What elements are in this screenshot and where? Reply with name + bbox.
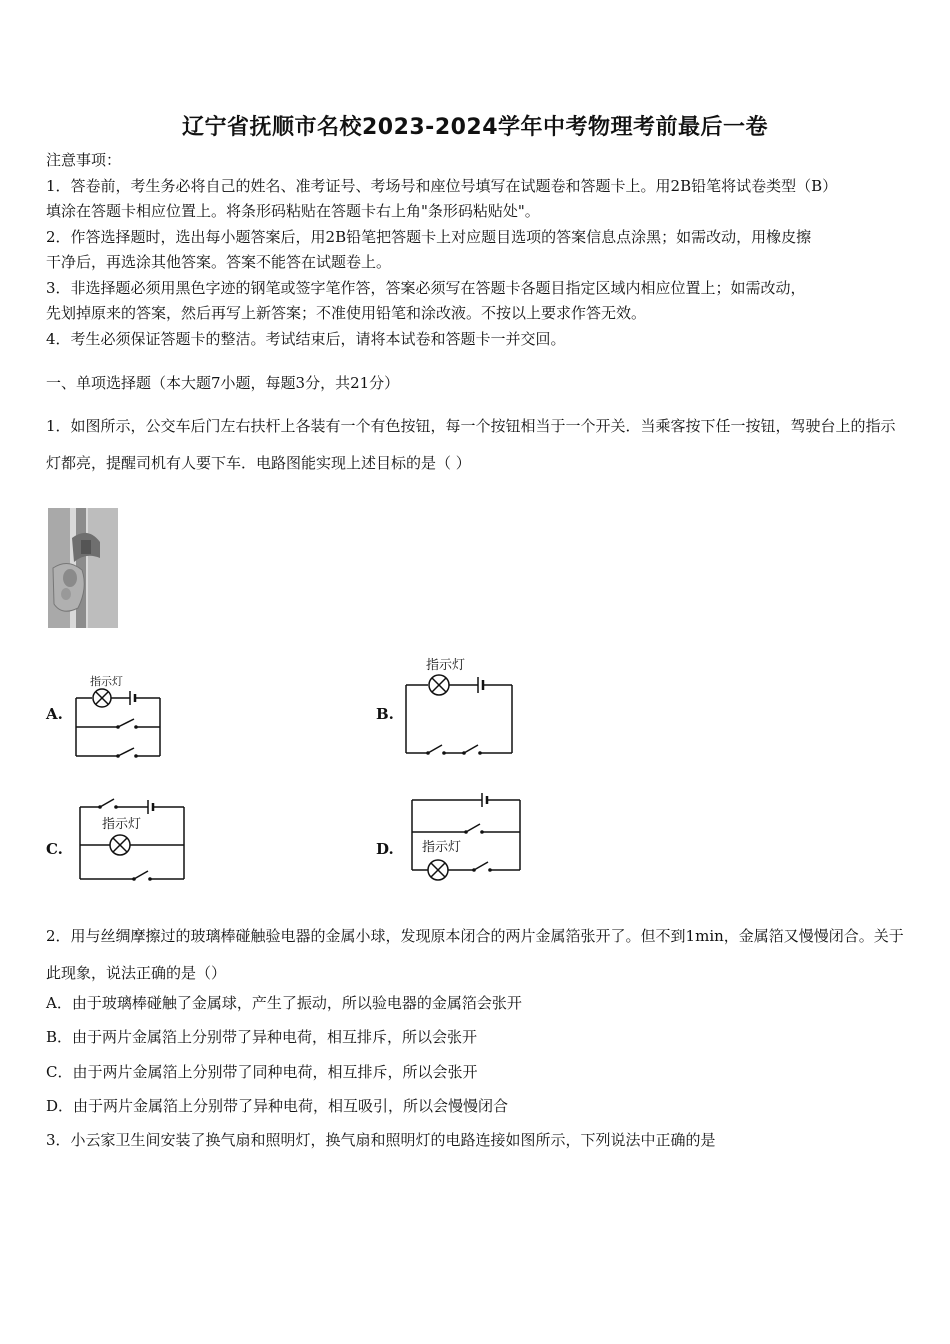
option-a-label: A.	[46, 705, 63, 723]
question-2-options	[46, 986, 522, 1123]
q2-option-d: D．由于两片金属箔上分别带了异种电荷，相互吸引，所以会慢慢闭合	[46, 1096, 509, 1115]
notes	[46, 148, 906, 352]
option-d-label: D.	[376, 840, 394, 858]
notes-line: 1．答卷前，考生务必将自己的姓名、准考证号、考场号和座位号填写在试题卷和答题卡上。用2B铅笔将试卷类型（B）	[46, 176, 838, 195]
notes-line: 填涂在答题卡相应位置上。将条形码粘贴在答题卡右上角"条形码粘贴处"。	[46, 202, 540, 220]
q2-option-c: C．由于两片金属箔上分别带了同种电荷，相互排斥，所以会张开	[46, 1062, 478, 1081]
option-c-label: C.	[46, 840, 63, 858]
lamp-label: 指示灯	[90, 675, 123, 688]
circuit-b	[398, 655, 518, 760]
lamp-label: 指示灯	[102, 817, 142, 832]
circuit-a	[70, 672, 170, 762]
notes-line: 4．考生必须保证答题卡的整洁。考试结束后，请将本试卷和答题卡一并交回。	[46, 329, 566, 348]
question-3-text: 3．小云家卫生间安装了换气扇和照明灯，换气扇和照明灯的电路连接如图所示，下列说法中正确的是	[46, 1131, 716, 1149]
q2-option-a: A．由于玻璃棒碰触了金属球，产生了振动，所以验电器的金属箔会张开	[46, 994, 522, 1012]
notes-heading: 注意事项：	[46, 151, 122, 169]
option-b-label: B.	[376, 705, 394, 723]
notes-line: 2．作答选择题时，选出每小题答案后，用2B铅笔把答题卡上对应题目选项的答案信息点涂黑；如需改动，用橡皮擦	[46, 227, 812, 246]
circuit-d	[404, 790, 528, 886]
circuit-c	[72, 795, 192, 887]
question-2-text: 2．用与丝绸摩擦过的玻璃棒碰触验电器的金属小球，发现原本闭合的两片金属箔张开了。但不到1min，金属箔又慢慢闭合。关于此现象，说法正确的是（）	[46, 927, 904, 982]
notes-line: 先划掉原来的答案，然后再写上新答案；不准使用铅笔和涂改液。不按以上要求作答无效。	[46, 304, 647, 322]
question-1-text: 1．如图所示，公交车后门左右扶杆上各装有一个有色按钮，每一个按钮相当于一个开关．当乘客按下任一按钮，驾驶台上的指示灯都亮，提醒司机有人要下车．电路图能实现上述目标的是（ ）	[46, 417, 896, 472]
lamp-label: 指示灯	[426, 658, 466, 673]
notes-line: 3．非选择题必须用黑色字迹的钢笔或签字笔作答，答案必须写在答题卡各题目指定区域内相应位置上；如需改动，	[46, 278, 806, 297]
lamp-label: 指示灯	[422, 840, 462, 855]
section-heading: 一、单项选择题（本大题7小题，每题3分，共21分）	[46, 374, 400, 392]
bus-button-photo	[48, 508, 118, 628]
page-title: 辽宁省抚顺市名校2023-2024学年中考物理考前最后一卷	[181, 115, 769, 140]
q2-option-b: B．由于两片金属箔上分别带了异种电荷，相互排斥，所以会张开	[46, 1028, 478, 1047]
notes-line: 干净后，再选涂其他答案。答案不能答在试题卷上。	[46, 253, 392, 271]
